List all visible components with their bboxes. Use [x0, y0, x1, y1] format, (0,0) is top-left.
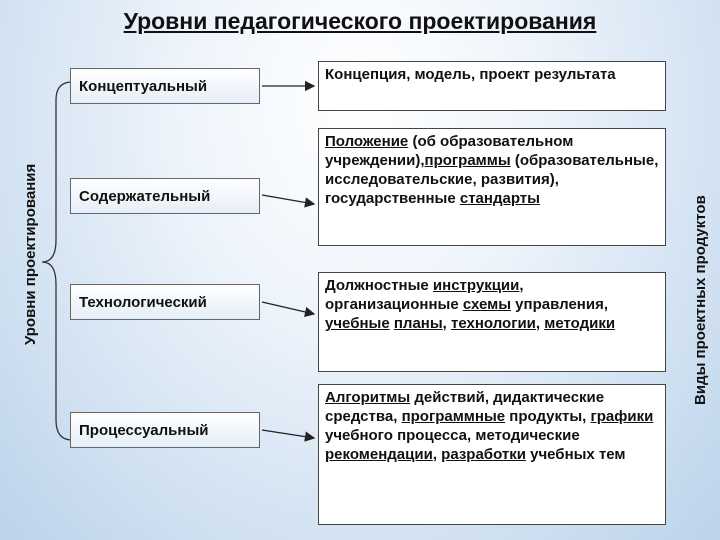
- product-text-segment: ,: [442, 315, 452, 332]
- product-box-2: [318, 128, 666, 246]
- product-box-4: [318, 384, 666, 525]
- arrow-3: [262, 302, 314, 314]
- product-box-3: [318, 272, 666, 372]
- product-text-segment: управления,: [511, 296, 608, 313]
- product-text-segment: учебных тем: [525, 446, 626, 463]
- product-text-segment: (образовательные, исследовательские, развития), государственные: [325, 152, 659, 207]
- left-axis-label: Уровни проектирования: [22, 163, 39, 345]
- product-text-segment: стандарты: [459, 190, 540, 207]
- product-text-segment: Должностные: [325, 277, 433, 294]
- product-text-segment: схемы: [462, 296, 512, 313]
- product-text-segment: методики: [544, 315, 616, 332]
- product-text-segment: учебные: [325, 315, 390, 332]
- product-text-segment: планы: [393, 315, 443, 332]
- level-box-conceptual: [70, 68, 260, 104]
- product-text-segment: программные: [401, 408, 506, 425]
- page-title: Уровни педагогического проектирования: [123, 8, 597, 34]
- product-text-segment: разработки: [441, 446, 526, 463]
- product-text-segment: технологии: [451, 315, 536, 332]
- product-text-segment: Положение: [325, 133, 409, 150]
- level-label: Технологический: [79, 293, 207, 311]
- product-text-segment: учебного процесса, методические: [325, 427, 580, 444]
- left-brace: [42, 82, 72, 440]
- product-text-segment: Алгоритмы: [325, 389, 411, 406]
- product-text-segment: (об образовательном учреждении),: [325, 133, 574, 169]
- product-text-segment: продукты,: [505, 408, 591, 425]
- product-text-segment: , организационные: [325, 277, 524, 313]
- product-text-segment: рекомендации: [325, 446, 433, 463]
- level-box-technological: [70, 284, 260, 320]
- right-axis-label: Виды проектных продуктов: [692, 195, 709, 405]
- level-label: Содержательный: [79, 187, 211, 205]
- product-text-segment: инструкции: [432, 277, 520, 294]
- arrow-4: [262, 430, 314, 438]
- level-label: Концептуальный: [79, 77, 208, 95]
- level-box-content: [70, 178, 260, 214]
- product-text-segment: графики: [590, 408, 654, 425]
- product-text-segment: программы: [424, 152, 511, 169]
- product-text-segment: ,: [432, 446, 442, 463]
- level-box-procedural: [70, 412, 260, 448]
- product-box-1: [318, 61, 666, 111]
- level-label: Процессуальный: [79, 421, 209, 439]
- product-text-segment: действий, дидактические средства,: [325, 389, 605, 425]
- product-text-segment: ,: [535, 315, 545, 332]
- product-text-segment: Концепция, модель, проект результата: [325, 66, 616, 83]
- arrow-2: [262, 195, 314, 204]
